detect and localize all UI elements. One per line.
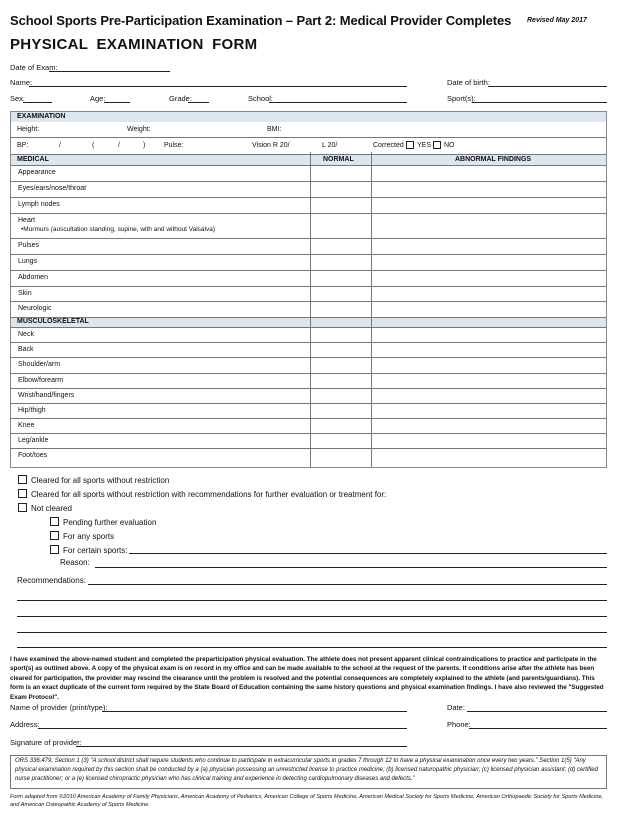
medical-normal-field[interactable] xyxy=(311,182,370,196)
medical-row-label: Skin xyxy=(18,290,32,297)
school-label: School: xyxy=(248,94,274,103)
medical-row-label: Appearance xyxy=(18,169,56,176)
normal-column-header: NORMAL xyxy=(323,156,354,163)
cleared-unrestricted-checkbox[interactable] xyxy=(18,475,27,484)
form-title: PHYSICAL EXAMINATION FORM xyxy=(10,36,258,53)
phone-label: Phone: xyxy=(447,720,471,729)
pending-evaluation-label: Pending further evaluation xyxy=(63,518,157,527)
medical-abnormal-field[interactable] xyxy=(372,271,606,285)
medical-abnormal-field[interactable] xyxy=(372,182,606,196)
cleared-with-recommendations-checkbox[interactable] xyxy=(18,489,27,498)
bmi-label: BMI: xyxy=(267,126,282,133)
msk-abnormal-field[interactable] xyxy=(372,343,606,356)
bp-slash-1: / xyxy=(59,142,61,149)
msk-row-label: Wrist/hand/fingers xyxy=(18,392,75,399)
pending-evaluation-checkbox[interactable] xyxy=(50,517,59,526)
msk-abnormal-field[interactable] xyxy=(372,358,606,372)
dob-field[interactable] xyxy=(488,86,607,87)
reason-field[interactable] xyxy=(95,567,607,568)
msk-abnormal-field[interactable] xyxy=(372,389,606,402)
msk-normal-field[interactable] xyxy=(311,419,370,432)
address-label: Address: xyxy=(10,720,40,729)
phone-field[interactable] xyxy=(469,728,607,729)
provider-name-field[interactable] xyxy=(102,711,407,712)
name-label: Name: xyxy=(10,78,33,87)
grade-field[interactable] xyxy=(188,102,209,103)
sex-field[interactable] xyxy=(23,102,52,103)
msk-row-label: Neck xyxy=(18,331,34,338)
pulse-label: Pulse: xyxy=(164,142,184,149)
school-field[interactable] xyxy=(269,102,407,103)
msk-row-label: Back xyxy=(18,346,34,353)
msk-header-band xyxy=(11,317,606,327)
recommendations-field-1[interactable] xyxy=(88,584,607,585)
msk-normal-field[interactable] xyxy=(311,374,370,387)
medical-normal-field[interactable] xyxy=(311,255,370,269)
sports-field[interactable] xyxy=(472,102,607,103)
sports-label: Sport(s): xyxy=(447,94,476,103)
certain-sports-label: For certain sports: xyxy=(63,546,128,555)
row-divider xyxy=(11,317,606,318)
medical-row-label: Lymph nodes xyxy=(18,201,60,208)
medical-normal-field[interactable] xyxy=(311,166,370,180)
bp-label: BP: xyxy=(17,142,29,149)
name-field[interactable] xyxy=(29,86,407,87)
medical-abnormal-field[interactable] xyxy=(372,166,606,180)
medical-abnormal-field[interactable] xyxy=(372,287,606,300)
any-sports-label: For any sports xyxy=(63,532,115,541)
medical-row-label: Eyes/ears/nose/throat xyxy=(18,185,87,192)
msk-normal-field[interactable] xyxy=(311,328,370,341)
ors-statute-box: ORS 336.479, Section 1 (3) "A school district shall require students who continue to participate in extracurricular sports in grades 7 through 12 to have a physical examination once every two years." Section 1(5) "Any physical examination required by this section shall be conducted by a (a) physician possessing an unrestricted license to practice medicine; (b) licensed naturopathic physician; (c) licensed physician assistant; (d) certified nurse practitioner; or a (e) licensed chiropractic physician who has clinical training and experience in detecting cardiopulmonary diseases and defects." xyxy=(10,755,607,789)
medical-column-header: MEDICAL xyxy=(17,156,49,163)
medical-abnormal-field[interactable] xyxy=(372,214,606,237)
date-of-exam-field[interactable] xyxy=(49,71,170,72)
medical-row-label: Pulses xyxy=(18,242,40,249)
msk-row-label: Foot/toes xyxy=(18,452,48,459)
certain-sports-field[interactable] xyxy=(129,553,607,554)
corrected-no-option[interactable] xyxy=(433,141,455,149)
medical-abnormal-field[interactable] xyxy=(372,255,606,269)
form-header-title: School Sports Pre-Participation Examination – Part 2: Medical Provider Completes xyxy=(10,13,512,28)
msk-abnormal-field[interactable] xyxy=(372,419,606,432)
medical-row-label: Lungs xyxy=(18,258,38,265)
row-divider xyxy=(11,154,606,155)
bp-paren-close: ) xyxy=(143,142,146,149)
examination-section-label: EXAMINATION xyxy=(17,113,66,120)
date-field[interactable] xyxy=(467,711,607,712)
msk-normal-field[interactable] xyxy=(311,389,370,402)
yes-checkbox[interactable] xyxy=(406,141,414,149)
medical-row-label: Neurologic xyxy=(18,305,52,312)
medical-row-label: Heart xyxy=(18,217,36,224)
corrected-label: Corrected xyxy=(373,142,404,149)
age-label: Age: xyxy=(90,94,106,103)
medical-row-label: Abdomen xyxy=(18,274,48,281)
form-footer: Form adapted from ©2010 American Academy of Family Physicians, American Academy of Pediatrics, American College of Sports Medicine, American Medical Society for Sports Medicine, American Orthopaedic Society for Sports Medicine, and American Osteopathic Academy of Sports Medicine. xyxy=(10,794,604,808)
cleared-with-recommendations-label: Cleared for all sports without restriction with recommendations for further evaluation or treatment for: xyxy=(31,490,387,499)
examination-header-band xyxy=(11,112,606,122)
medical-normal-field[interactable] xyxy=(311,198,370,212)
signature-label: Signature of provider: xyxy=(10,738,82,747)
sex-label: Sex: xyxy=(10,94,26,103)
not-cleared-label: Not cleared xyxy=(31,504,72,513)
examination-table xyxy=(10,111,607,468)
medical-abnormal-field[interactable] xyxy=(372,198,606,212)
yes-label: YES xyxy=(417,141,432,149)
certain-sports-checkbox[interactable] xyxy=(50,545,59,554)
medical-normal-field[interactable] xyxy=(311,271,370,285)
row-divider xyxy=(11,137,606,138)
no-label: NO xyxy=(444,141,455,149)
vision-right-label: Vision R 20/ xyxy=(252,142,290,149)
reason-label: Reason: xyxy=(60,558,90,567)
certain-sports-option[interactable] xyxy=(50,545,127,555)
provider-attestation: I have examined the above-named student and completed the preparticipation physical evaluation. The athlete does not present apparent clinical contraindications to practice and participate in the sport(s) as outlined above. A copy of the physical exam is on record in my office and can be made available to the school at the request of the parents. If conditions arise after the athlete has been cleared for participation, the provider may rescind the clearance until the problem is resolved and the potential consequences are completely explained to the athlete (and parents/guardians). This form is an exact duplicate of the current form required by the State Board of Education containing the same history questions and physical examination findings. I have also reviewed the "Suggested Exam Protocol". xyxy=(10,656,604,701)
recommendations-field-2[interactable] xyxy=(17,600,607,601)
pending-evaluation-option[interactable] xyxy=(50,517,156,527)
msk-abnormal-field[interactable] xyxy=(372,374,606,387)
vision-left-label: L 20/ xyxy=(322,142,338,149)
corrected-yes-option[interactable] xyxy=(406,141,431,149)
medical-abnormal-field[interactable] xyxy=(372,239,606,253)
msk-row-label: Leg/ankle xyxy=(18,437,49,444)
recommendations-label: Recommendations: xyxy=(17,576,86,585)
dob-label: Date of birth: xyxy=(447,78,490,87)
msk-normal-field[interactable] xyxy=(311,358,370,372)
address-field[interactable] xyxy=(38,728,407,729)
musculoskeletal-header: MUSCULOSKELETAL xyxy=(17,318,89,325)
medical-normal-field[interactable] xyxy=(311,302,370,316)
msk-normal-field[interactable] xyxy=(311,343,370,356)
date-label: Date: xyxy=(447,703,465,712)
msk-abnormal-field[interactable] xyxy=(372,449,606,462)
msk-normal-field[interactable] xyxy=(311,404,370,417)
bp-paren-open: ( xyxy=(92,142,95,149)
msk-row-label: Hip/thigh xyxy=(18,407,46,414)
age-field[interactable] xyxy=(104,102,130,103)
recommendations-field-3[interactable] xyxy=(17,616,607,617)
msk-abnormal-field[interactable] xyxy=(372,404,606,417)
recommendations-field-5[interactable] xyxy=(17,647,607,648)
abnormal-column-header: ABNORMAL FINDINGS xyxy=(455,156,532,163)
any-sports-checkbox[interactable] xyxy=(50,531,59,540)
date-of-exam-label: Date of Exam: xyxy=(10,63,58,72)
msk-row-label: Knee xyxy=(18,422,35,429)
medical-normal-field[interactable] xyxy=(311,239,370,253)
msk-abnormal-field[interactable] xyxy=(372,434,606,447)
msk-row-label: Elbow/forearm xyxy=(18,377,64,384)
msk-row-label: Shoulder/arm xyxy=(18,361,61,368)
signature-field[interactable] xyxy=(76,746,407,747)
revised-date: Revised May 2017 xyxy=(527,17,587,24)
bp-slash-2: / xyxy=(118,142,120,149)
weight-label: Weight: xyxy=(127,126,151,133)
grade-label: Grade: xyxy=(169,94,192,103)
heart-murmurs-sub-label: •Murmurs (auscultation standing, supine, with and without Valsalva) xyxy=(21,226,216,233)
msk-normal-field[interactable] xyxy=(311,449,370,462)
height-label: Height: xyxy=(17,126,40,133)
cleared-unrestricted-label: Cleared for all sports without restriction xyxy=(31,476,170,485)
medical-normal-field[interactable] xyxy=(311,287,370,300)
any-sports-option[interactable] xyxy=(50,531,114,541)
medical-abnormal-field[interactable] xyxy=(372,302,606,316)
provider-name-label: Name of provider (print/type): xyxy=(10,703,108,712)
cleared-with-recommendations-option[interactable] xyxy=(18,489,386,499)
no-checkbox[interactable] xyxy=(433,141,441,149)
msk-abnormal-field[interactable] xyxy=(372,328,606,341)
not-cleared-option[interactable] xyxy=(18,503,72,513)
medical-normal-field[interactable] xyxy=(311,214,370,237)
not-cleared-checkbox[interactable] xyxy=(18,503,27,512)
msk-normal-field[interactable] xyxy=(311,434,370,447)
recommendations-field-4[interactable] xyxy=(17,632,607,633)
cleared-unrestricted-option[interactable] xyxy=(18,475,169,485)
